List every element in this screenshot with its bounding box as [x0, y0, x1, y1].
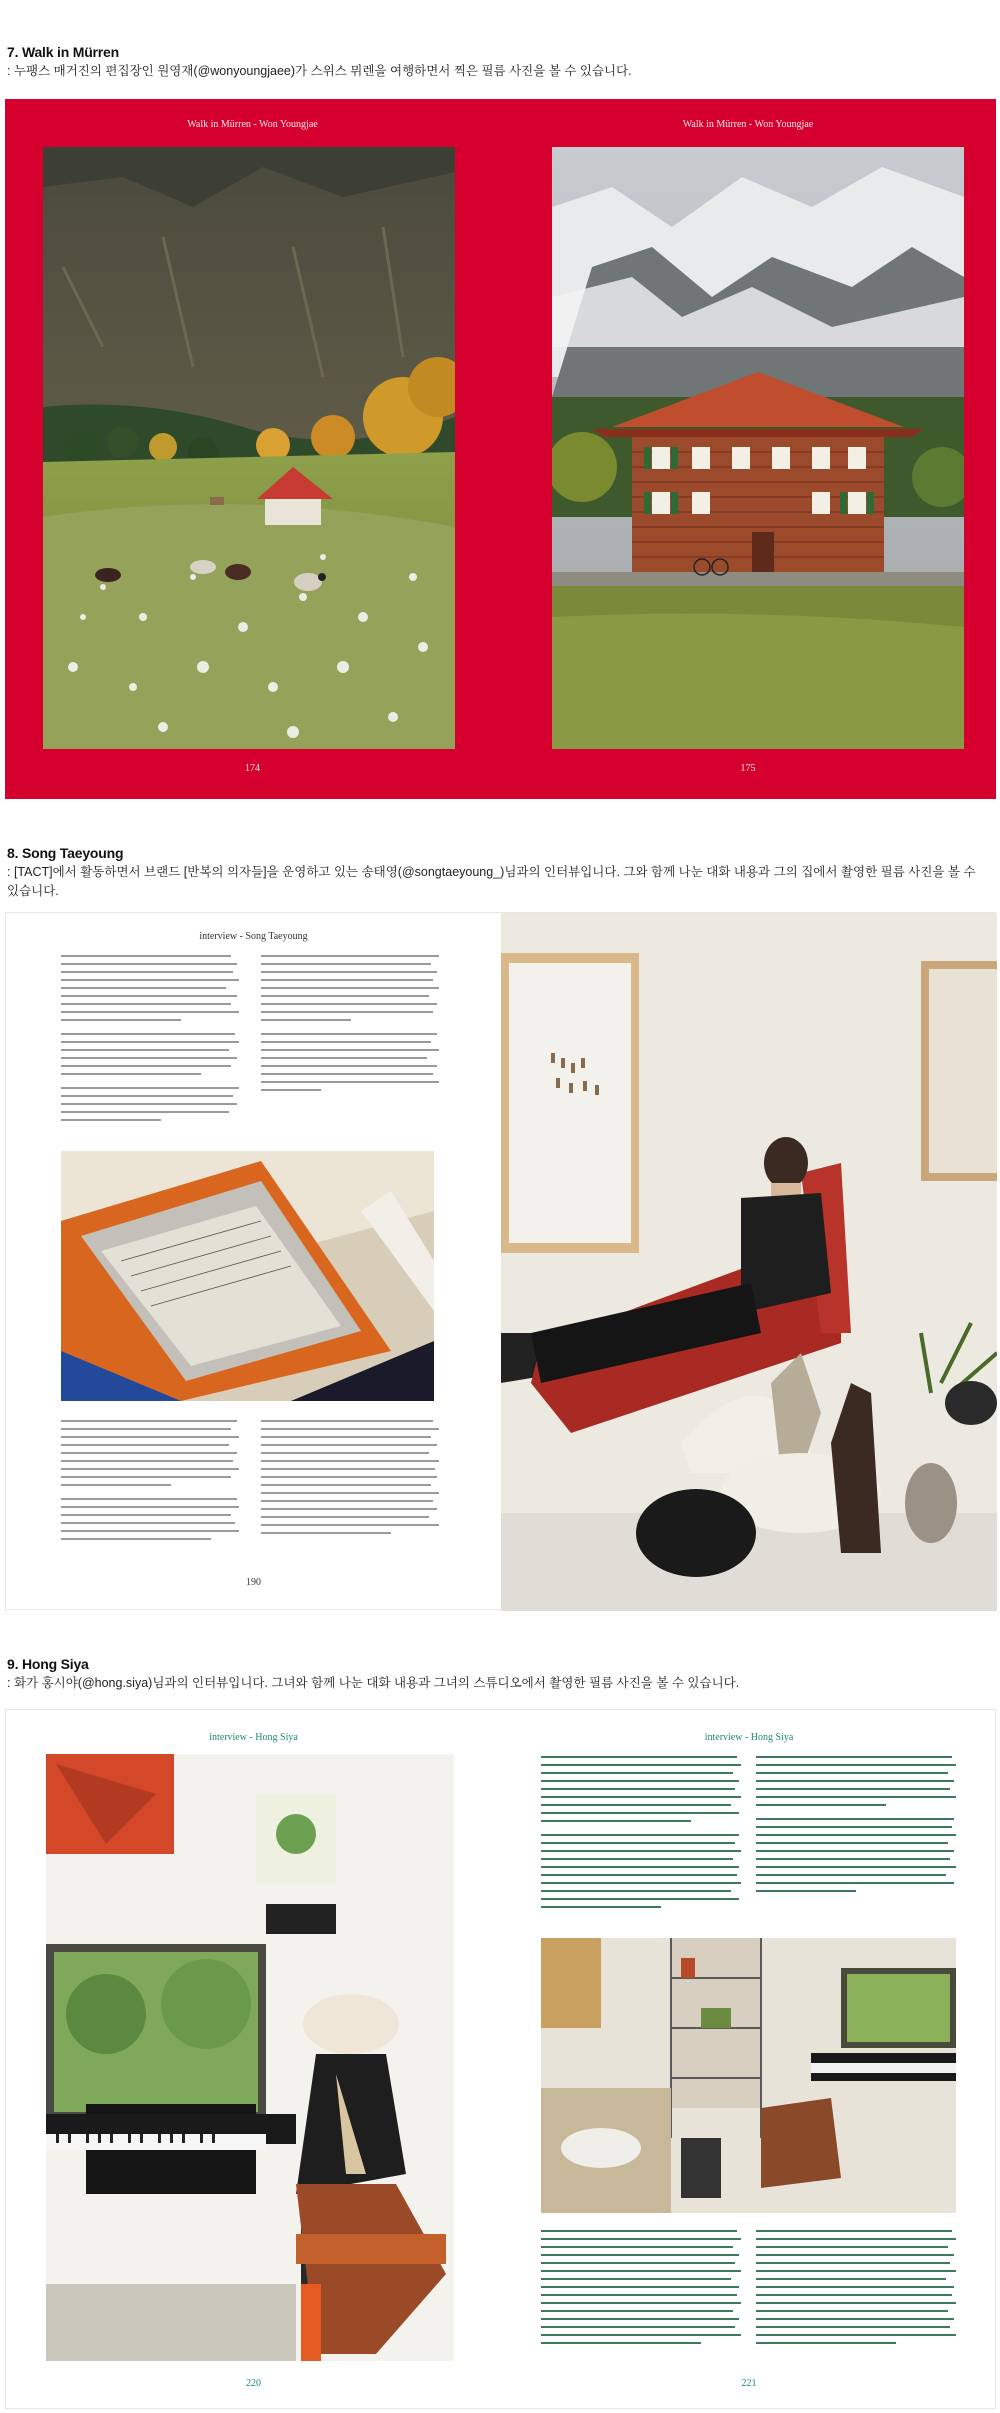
painter-at-piano-photo [46, 1754, 454, 2361]
left-page-header: interview - Hong Siya [209, 1732, 298, 1743]
right-page-header: interview - Hong Siya [704, 1732, 794, 1743]
left-page-number: 220 [246, 2378, 261, 2389]
interview-header: interview - Song Taeyoung [199, 931, 308, 942]
left-page-number: 174 [245, 763, 260, 774]
section-9-title: 9. Hong Siya [7, 1656, 89, 1672]
walk-in-murren-spread [5, 99, 996, 799]
section-9-desc: : 화가 홍시야(@hong.siya)님과의 인터뷰입니다. 그녀와 함께 나눈 대화 내용과 그녀의 스튜디오에서 촬영한 필름 사진을 볼 수 있습니다. [7, 1676, 740, 1690]
section-8-desc: : [TACT]에서 활동하면서 브랜드 [반복의 의자들]을 운영하고 있는 송태영(@songtaeyoung_)님과의 인터뷰입니다. 그와 함께 나눈 대화 내용과 그의 집에서 촬영한 필름 사진을 볼 수 있습니다. [7, 865, 976, 898]
text-column-3 [61, 1418, 241, 1578]
text-column-4 [261, 1418, 441, 1578]
section-7-desc: : 누팽스 매거진의 편집장인 원영재(@wonyoungjaee)가 스위스 뮈렌을 여행하면서 찍은 필름 사진을 볼 수 있습니다. [7, 64, 632, 78]
mountain-meadow-photo [43, 147, 455, 749]
left-page-header: Walk in Mürren - Won Youngjae [187, 119, 318, 130]
right-page-header: Walk in Mürren - Won Youngjae [682, 119, 814, 130]
man-on-chair-photo [501, 913, 997, 1611]
interview-text-top [541, 1754, 956, 1954]
section-7-title: 7. Walk in Mürren [7, 44, 119, 60]
studio-photo [541, 1938, 956, 2213]
vintage-radio-photo [61, 1151, 434, 1401]
alpine-chalet-photo [552, 147, 964, 749]
hong-siya-spread [5, 1709, 996, 2409]
text-column-2 [261, 953, 441, 1133]
page-number: 190 [246, 1577, 261, 1588]
right-page-number: 221 [741, 2378, 757, 2389]
right-page-number: 175 [740, 763, 756, 774]
section-8-title: 8. Song Taeyoung [7, 845, 124, 861]
interview-text-bottom [541, 2228, 956, 2363]
song-taeyoung-spread [5, 912, 996, 1610]
text-column-1 [61, 953, 241, 1133]
